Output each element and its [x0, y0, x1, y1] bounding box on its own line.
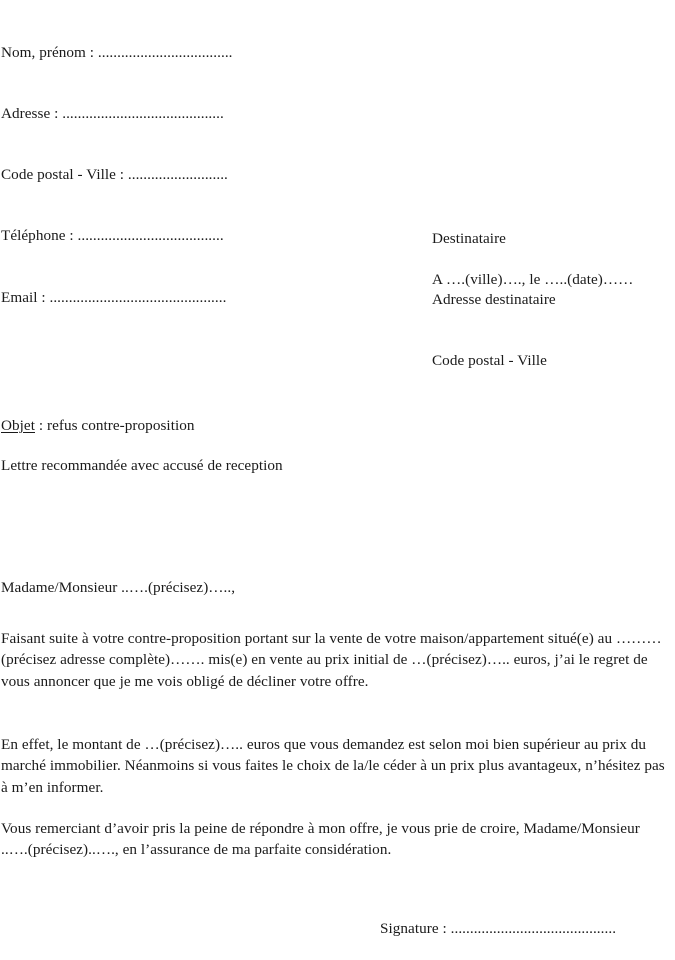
signature-line: Signature : ........................................... [380, 920, 617, 937]
registered-mail-notice: Lettre recommandée avec accusé de reception [1, 457, 283, 474]
sender-name-line: Nom, prénom : ................................... [1, 43, 233, 61]
body-paragraph-2: En effet, le montant de …(précisez)….. euros que vous demandez est selon moi bien supérieur au prix du marché immobilier. Néanmoins si vous faites le choix de la/le céder à un prix plus avantageux, n’hésitez pas à m’en informer. [1, 736, 665, 796]
subject-label: Objet [1, 417, 35, 434]
subject-separator: : [35, 417, 47, 434]
body-paragraph-1: Faisant suite à votre contre-proposition portant sur la vente de votre maison/appartement situé(e) au ………(précisez adresse complète)……. mis(e) en vente au prix initial de …(précisez)….. euros, j’ai le regret de vous annoncer que je me vois obligé de décliner votre offre. [1, 630, 662, 690]
recipient-postal-city-line: Code postal - Ville [432, 352, 547, 370]
subject-line [1, 416, 501, 436]
body-paragraph-3: Vous remerciant d’avoir pris la peine de répondre à mon offre, je vous prie de croire, Madame/Monsieur ..….(précisez)..…., en l’assurance de ma parfaite considération. [1, 820, 640, 859]
sender-postal-city-line: Code postal - Ville : .......................... [1, 166, 228, 184]
sender-address-line: Adresse : .......................................... [1, 105, 224, 123]
place-and-date-line: A ….(ville)…., le …..(date)…… [432, 271, 634, 288]
sender-identity-block [1, 2, 421, 349]
subject-value: refus contre-proposition [46, 417, 195, 434]
sender-phone-line: Téléphone : ...................................... [1, 227, 224, 245]
salutation-line: Madame/Monsieur ..….(précisez)….., [1, 579, 236, 596]
sender-email-line: Email : .............................................. [1, 288, 227, 306]
recipient-block [432, 188, 675, 412]
recipient-address-line: Adresse destinataire [432, 291, 556, 309]
recipient-name-line: Destinataire [432, 229, 506, 247]
